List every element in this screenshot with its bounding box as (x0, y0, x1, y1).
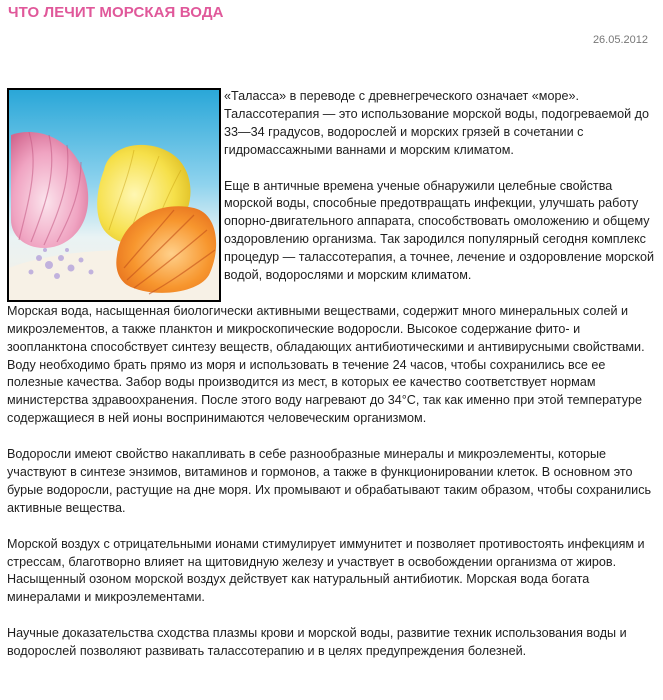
paragraph: Еще в античные времена ученые обнаружили целебные свойства морской воды, способные предотвращать инфекции, улучшать работу опорно-двигательного аппарата, способствовать омоложению и общему оздоровлению организма. Так зародился популярный сегодня комплекс процедур — талассотерапия, а точнее, лечение и оздоровление морской водой, водорослями и морским климатом. (224, 178, 655, 283)
paragraph: Морская вода, насыщенная биологически активными веществами, содержит много минеральных солей и микроэлементов, а также планктон и микроскопические водоросли. Высокое содержание фито- и зоопланктона способствует синтезу веществ, обладающих антибиотическими и антивирусными свойствами. Воду необходимо брать прямо из моря и использовать в течение 24 часов, чтобы сохранились все ее полезные качества. Забор воды производится из мест, в которых ее качество соответствует нормам министерства здравоохранения. После этого воду нагревают до 34°С, так как именно при этой температуре содержащиеся в ней ионы воспринимаются человеческим организмом. (7, 303, 645, 426)
paragraph: Научные доказательства сходства плазмы крови и морской воды, развитие техник использования воды и водорослей позволяют развивать талассотерапию и в целях предупреждения болезней. (7, 626, 627, 659)
paragraph: Водоросли имеют свойство накапливать в себе разнообразные минералы и микроэлементы, которые участвуют в синтезе энзимов, витаминов и гормонов, а также в функционировании клеток. В основном это бурые водоросли, растущие на дне моря. Их промывают и обрабатывают таким образом, чтобы сохранились активные вещества. (7, 447, 652, 515)
paragraph: «Таласса» в переводе с древнегреческого означает «море». Талассотерапия — это использование морской воды, подогреваемой до 33—34 градусов, водорослей и морских грязей в сочетании с гидромассажными ваннами и морским климатом. (224, 89, 650, 157)
article-body (7, 88, 655, 679)
paragraph: Морской воздух с отрицательными ионами стимулирует иммунитет и позволяет противостоять инфекциям и стрессам, благотворно влияет на щитовидную железу и участвует в освобождении организма от жиров. Насыщенный озоном морской воздух действует как натуральный антибиотик. Морская вода богата минералами и микроэлементами. (7, 536, 645, 605)
article-date: 26.05.2012 (592, 34, 648, 46)
article-title[interactable]: ЧТО ЛЕЧИТ МОРСКАЯ ВОДА (8, 4, 224, 21)
